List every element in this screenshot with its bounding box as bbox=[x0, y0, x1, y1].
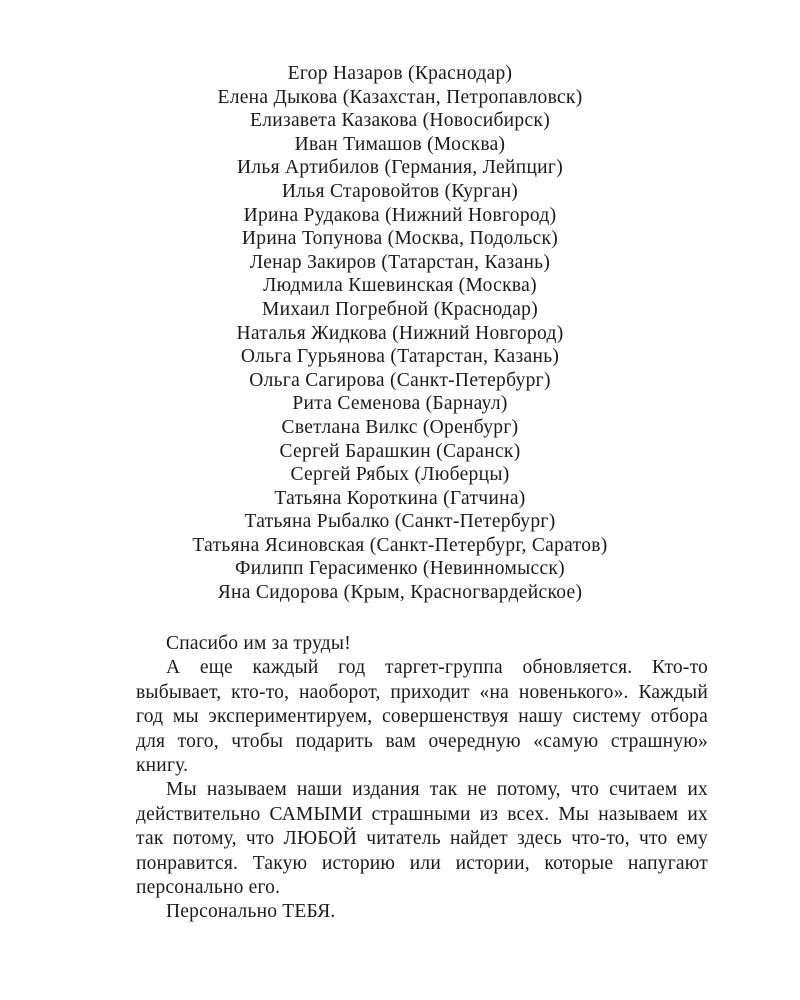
contributor-name: Илья Артибилов (Германия, Лейпциг) bbox=[236, 157, 564, 179]
contributor-name: Ирина Рудакова (Нижний Новгород) bbox=[243, 204, 557, 226]
contributor-name: Илья Старовойтов (Курган) bbox=[281, 180, 519, 202]
contributor-name: Татьяна Рыбалко (Санкт-Петербург) bbox=[244, 511, 556, 533]
body-text bbox=[136, 632, 708, 925]
contributor-name: Михаил Погребной (Краснодар) bbox=[261, 298, 539, 320]
contributors-list bbox=[0, 62, 800, 605]
contributor-name: Елена Дыкова (Казахстан, Петропавловск) bbox=[217, 86, 583, 108]
paragraph-naming: Мы называем наши издания так не потому, что считаем их действительно САМЫМИ страшными из всех. Мы называем их так потому, что ЛЮБОЙ читатель найдет здесь что-то, что ему понравится. Такую историю или истории, которые напугают персонально его. bbox=[136, 779, 708, 899]
contributor-name: Наталья Жидкова (Нижний Новгород) bbox=[236, 322, 564, 344]
contributor-name: Сергей Барашкин (Саранск) bbox=[279, 440, 521, 462]
contributor-name: Светлана Вилкс (Оренбург) bbox=[281, 416, 519, 438]
paragraph-thanks: Спасибо им за труды! bbox=[166, 633, 351, 654]
contributor-name: Сергей Рябых (Люберцы) bbox=[290, 464, 510, 486]
contributor-name: Рита Семенова (Барнаул) bbox=[292, 393, 508, 415]
paragraph-target-group: А еще каждый год таргет-группа обновляется. Кто-то выбывает, кто-то, наоборот, приходит «на новенького». Каждый год мы экспериментируем, совершенствуя нашу систему отбора для того, чтобы подарить вам очередную «самую страшную» книгу. bbox=[136, 657, 708, 777]
contributor-name: Ольга Гурьянова (Татарстан, Казань) bbox=[240, 346, 560, 368]
contributor-name: Яна Сидорова (Крым, Красногвардейское) bbox=[217, 582, 583, 604]
contributor-name: Ленар Закиров (Татарстан, Казань) bbox=[249, 251, 551, 273]
contributor-name: Елизавета Казакова (Новосибирск) bbox=[249, 110, 550, 132]
contributor-name: Татьяна Короткина (Гатчина) bbox=[274, 487, 526, 509]
contributor-name: Филипп Герасименко (Невинномысск) bbox=[235, 558, 565, 580]
contributor-name: Ольга Сагирова (Санкт-Петербург) bbox=[249, 369, 551, 391]
contributor-name: Ирина Топунова (Москва, Подольск) bbox=[241, 228, 559, 250]
contributor-name: Татьяна Ясиновская (Санкт-Петербург, Саратов) bbox=[192, 534, 608, 556]
contributor-name: Егор Назаров (Краснодар) bbox=[287, 63, 513, 84]
contributor-name: Иван Тимашов (Москва) bbox=[294, 133, 506, 155]
paragraph-personal: Персонально ТЕБЯ. bbox=[166, 901, 336, 923]
contributor-name: Людмила Кшевинская (Москва) bbox=[263, 275, 537, 297]
